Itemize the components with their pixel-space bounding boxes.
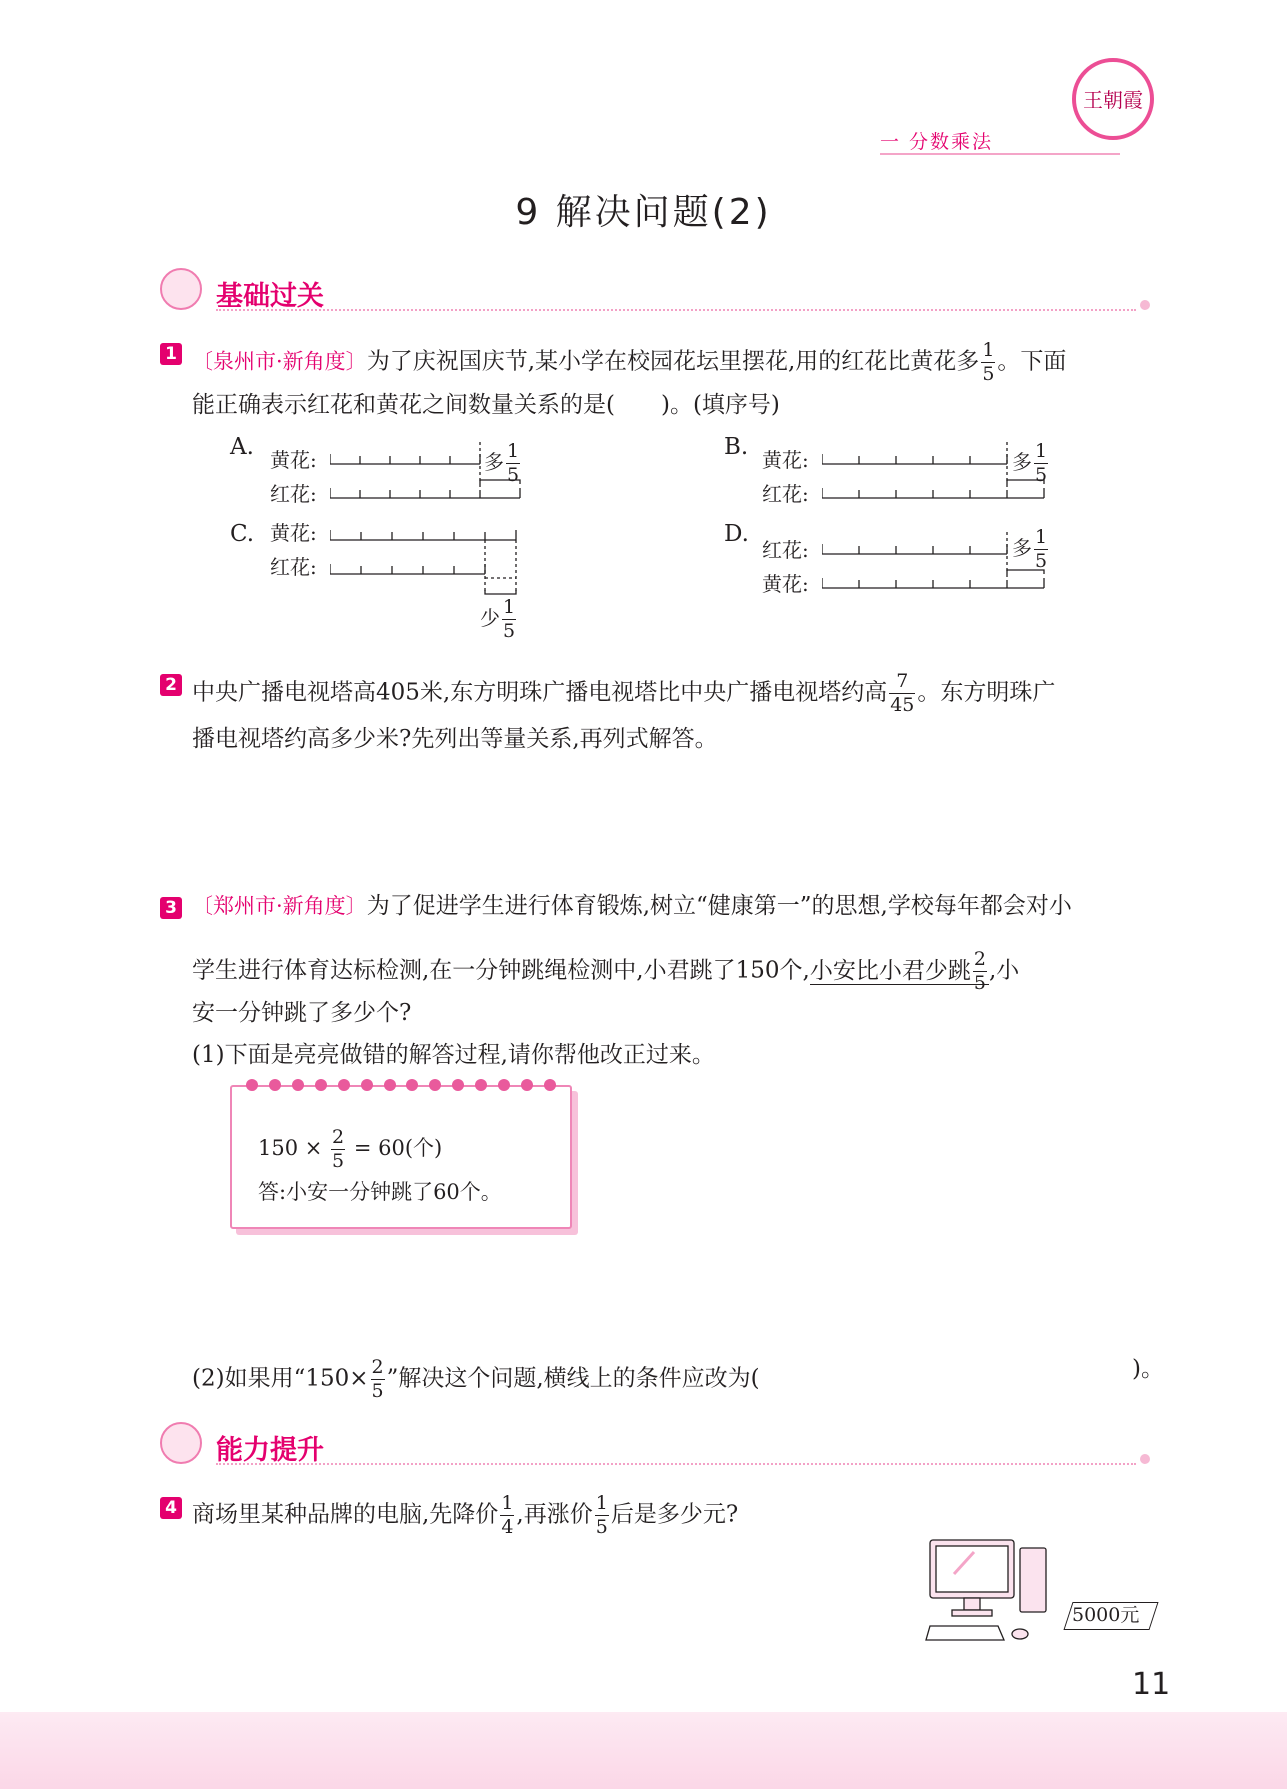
computer-icon (924, 1534, 1054, 1646)
ring-icon (521, 1079, 533, 1091)
option-b-note: 多 $\frac{1}{5}$ (1012, 440, 1048, 486)
chapter-label: 一 分数乘法 (880, 131, 994, 153)
footer-band (0, 1712, 1287, 1789)
section-divider (216, 309, 1136, 311)
option-b-row1-label: 黄花: (762, 448, 809, 472)
question-source: 〔郑州市·新角度〕 (192, 894, 367, 918)
option-a-row1-label: 黄花: (270, 448, 317, 472)
option-d-row2-label: 黄花: (762, 572, 809, 596)
ring-icon (544, 1079, 556, 1091)
option-d-row1-label: 红花: (762, 538, 809, 562)
wrong-answer: 答:小安一分钟跳了60个。 (258, 1180, 502, 1204)
fraction: $\frac{7}{45}$ (890, 670, 915, 716)
chapter-underline (880, 153, 1120, 155)
question-3-line-2: 学生进行体育达标检测,在一分钟跳绳检测中,小君跳了150个,小安比小君少跳 $\frac{2}{5}$ ,小 (192, 948, 1020, 994)
question-3-part-2: (2)如果用“150× $\frac{2}{5}$ ”解决这个问题,横线上的条件应改为( (192, 1356, 760, 1402)
question-number-badge: 4 (160, 1497, 182, 1519)
answer-blank-close: )。 (1132, 1356, 1164, 1382)
ring-icon (452, 1079, 464, 1091)
ring-icon (429, 1079, 441, 1091)
fraction: $\frac{1}{5}$ (982, 339, 995, 385)
notebook-rings (246, 1079, 556, 1091)
option-d-diagram (822, 526, 1052, 600)
question-number-badge: 3 (160, 897, 182, 919)
option-b-diagram (822, 440, 1052, 510)
question-2-line-2: 播电视塔约高多少米?先列出等量关系,再列式解答。 (192, 726, 718, 752)
question-1-line-1: 〔泉州市·新角度〕为了庆祝国庆节,某小学在校园花坛里摆花,用的红花比黄花多 $\frac{1}{5}$ 。下面 (192, 339, 1067, 385)
underlined-condition: 小安比小君少跳 $\frac{2}{5}$ (810, 958, 989, 985)
section-advanced-title: 能力提升 (216, 1435, 324, 1466)
option-d-note: 多 $\frac{1}{5}$ (1012, 526, 1048, 572)
option-c-note: 少 $\frac{1}{5}$ (480, 596, 516, 642)
ring-icon (315, 1079, 327, 1091)
question-number-badge: 1 (160, 343, 182, 365)
option-a-row2-label: 红花: (270, 482, 317, 506)
option-c-row1-label: 黄花: (270, 521, 317, 545)
divider-dot-icon (1140, 1454, 1150, 1464)
logo-text: 王朝霞 (1083, 88, 1143, 112)
question-3-line-1: 〔郑州市·新角度〕为了促进学生进行体育锻炼,树立“健康第一”的思想,学校每年都会对小 (192, 893, 1072, 919)
option-c-diagram (330, 520, 530, 602)
question-number-badge: 2 (160, 674, 182, 696)
question-3-part-1: (1)下面是亮亮做错的解答过程,请你帮他改正过来。 (192, 1042, 715, 1068)
page-title: 9 解决问题(2) (515, 192, 772, 233)
ring-icon (406, 1079, 418, 1091)
ring-icon (475, 1079, 487, 1091)
option-c-row2-label: 红花: (270, 555, 317, 579)
question-4-text: 商场里某种品牌的电脑,先降价 $\frac{1}{4}$ ,再涨价 $\frac{1}{5}$ 后是多少元? (192, 1492, 739, 1538)
section-basic-title: 基础过关 (216, 281, 324, 312)
question-source: 〔泉州市·新角度〕 (192, 349, 367, 374)
option-d-label: D. (724, 521, 749, 547)
wrong-expression: 150 × $\frac{2}{5}$ = 60(个) (258, 1126, 443, 1172)
divider-dot-icon (1140, 300, 1150, 310)
option-b-row2-label: 红花: (762, 482, 809, 506)
girl-avatar-icon (160, 268, 202, 310)
question-1-line-2: 能正确表示红花和黄花之间数量关系的是( )。(填序号) (192, 392, 780, 418)
price-label: 5000元 (1072, 1604, 1140, 1626)
question-3-line-3: 安一分钟跳了多少个? (192, 1000, 412, 1026)
option-c-label: C. (230, 521, 255, 547)
ring-icon (384, 1079, 396, 1091)
ring-icon (338, 1079, 350, 1091)
ring-icon (269, 1079, 281, 1091)
option-a-label: A. (230, 434, 254, 460)
option-a-note: 多 $\frac{1}{5}$ (484, 440, 520, 486)
ring-icon (498, 1079, 510, 1091)
section-divider (216, 1463, 1136, 1465)
question-2-line-1: 中央广播电视塔高405米,东方明珠广播电视塔比中央广播电视塔约高 $\frac{7}{45}$ 。东方明珠广 (192, 670, 1056, 716)
page-number: 11 (1132, 1667, 1171, 1702)
ring-icon (246, 1079, 258, 1091)
option-b-label: B. (724, 434, 749, 460)
brand-logo (1072, 58, 1154, 140)
girl-avatar-icon (160, 1422, 202, 1464)
ring-icon (292, 1079, 304, 1091)
ring-icon (361, 1079, 373, 1091)
option-a-diagram (330, 440, 530, 510)
